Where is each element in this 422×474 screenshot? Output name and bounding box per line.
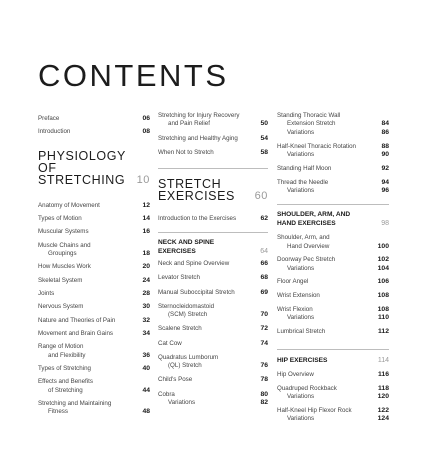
entry-title bbox=[158, 289, 268, 297]
toc-entry bbox=[158, 303, 268, 320]
entry-title-line: Cobra bbox=[158, 390, 175, 398]
toc-entry bbox=[158, 325, 268, 333]
divider bbox=[158, 232, 268, 233]
subsection-heading-line: HIP EXERCISES bbox=[277, 357, 328, 365]
entry-title-line: Wrist Flexion bbox=[277, 305, 313, 313]
toc-entry bbox=[38, 400, 150, 417]
entry-title-line: Variations bbox=[287, 151, 315, 159]
entry-title-line: Fitness bbox=[48, 408, 68, 416]
entry-title-line: Floor Angel bbox=[277, 278, 309, 286]
entry-title bbox=[38, 263, 150, 271]
entry-page-number: 82 bbox=[260, 399, 268, 406]
entry-page-number: 30 bbox=[142, 303, 150, 311]
entry-title-line: and Flexibility bbox=[48, 351, 86, 359]
entry-title-line: Thread the Needle bbox=[277, 178, 329, 186]
entry-title bbox=[38, 115, 150, 123]
entry-page-number: 74 bbox=[260, 339, 268, 347]
entry-page-number: 24 bbox=[142, 276, 150, 284]
toc-entry bbox=[38, 378, 150, 395]
entry-page-number: 118 bbox=[378, 384, 389, 392]
entry-title-line: Half-Kneel Hip Flexor Rock bbox=[277, 407, 352, 414]
entry-page-number: 90 bbox=[381, 151, 389, 159]
entry-page-number: 12 bbox=[142, 201, 150, 209]
entry-page-number: 102 bbox=[377, 256, 389, 264]
entry-title-line: Range of Motion bbox=[38, 343, 84, 351]
subsection-page-number: 64 bbox=[260, 247, 268, 255]
entry-title-line: Scalene Stretch bbox=[158, 325, 202, 333]
entry-page-number: 78 bbox=[260, 376, 268, 384]
toc-entry bbox=[38, 343, 150, 360]
entry-page-number: 20 bbox=[142, 263, 150, 271]
toc-entry bbox=[277, 256, 389, 273]
entry-title bbox=[158, 135, 268, 143]
section-page-number: 60 bbox=[254, 189, 268, 202]
entry-title bbox=[38, 400, 150, 417]
entry-title bbox=[277, 234, 389, 251]
toc-entry bbox=[277, 278, 389, 286]
entry-title-line: Nervous System bbox=[38, 303, 84, 311]
entry-page-number: 06 bbox=[142, 115, 150, 122]
entry-title bbox=[158, 112, 268, 129]
toc-entry bbox=[277, 328, 389, 336]
entry-page-number: 86 bbox=[381, 128, 389, 136]
entry-title-line: Wrist Extension bbox=[277, 292, 320, 299]
entry-title-line: and Pain Relief bbox=[168, 120, 210, 128]
section-heading-line: EXERCISES bbox=[158, 188, 235, 203]
entry-title-line: Nature and Theories of Pain bbox=[38, 316, 116, 324]
entry-title-line: (QL) Stretch bbox=[168, 362, 202, 370]
subsection-heading-line: EXERCISES bbox=[158, 247, 196, 255]
entry-title bbox=[158, 260, 268, 268]
entry-title-line: Hip Overview bbox=[277, 370, 314, 378]
toc-entry bbox=[38, 303, 150, 311]
subsection-heading bbox=[277, 357, 389, 366]
toc-entry bbox=[158, 149, 268, 157]
entry-page-number: 104 bbox=[377, 264, 389, 272]
entry-title-line: Cat Cow bbox=[158, 339, 182, 347]
toc-entry bbox=[38, 317, 150, 325]
entry-title-line: Shoulder, Arm, and bbox=[277, 234, 330, 242]
toc-entry bbox=[277, 112, 389, 137]
entry-title-line: Preface bbox=[38, 115, 60, 122]
entry-title-line: Quadratus Lumborum bbox=[158, 353, 219, 361]
divider bbox=[277, 349, 389, 350]
entry-page-number: 84 bbox=[381, 120, 389, 128]
entry-title bbox=[38, 317, 150, 325]
entry-title-line: Extension Stretch bbox=[287, 120, 336, 128]
section-heading bbox=[38, 150, 150, 186]
entry-title bbox=[38, 330, 150, 338]
entry-title bbox=[38, 277, 150, 285]
entry-page-number: 124 bbox=[377, 415, 389, 423]
entry-title bbox=[38, 128, 150, 136]
toc-entry bbox=[277, 234, 389, 251]
entry-title bbox=[38, 343, 150, 360]
section-page-number: 10 bbox=[136, 173, 150, 186]
entry-title-line: Doorway Pec Stretch bbox=[277, 256, 336, 264]
entry-page-number: 94 bbox=[381, 178, 389, 186]
entry-title bbox=[277, 179, 389, 196]
entry-title-line: Standing Thoracic Wall bbox=[277, 112, 341, 119]
entry-title bbox=[158, 303, 268, 320]
entry-title-line: Sternocleidomastoid bbox=[158, 302, 215, 310]
entry-title bbox=[277, 407, 389, 424]
entry-title bbox=[38, 303, 150, 311]
entry-title-line: Introduction to the Exercises bbox=[158, 214, 237, 222]
entry-title bbox=[38, 215, 150, 223]
toc-entry bbox=[277, 371, 389, 379]
entry-page-number: 62 bbox=[260, 214, 268, 222]
entry-page-number: 70 bbox=[260, 311, 268, 319]
entry-page-number: 18 bbox=[142, 250, 150, 258]
toc-entry bbox=[277, 179, 389, 196]
toc-entry bbox=[158, 376, 268, 384]
entry-title-line: Lumbrical Stretch bbox=[277, 327, 326, 335]
toc-entry bbox=[158, 391, 268, 408]
entry-title bbox=[158, 354, 268, 371]
entry-title bbox=[158, 376, 268, 384]
entry-title-line: Introduction bbox=[38, 127, 71, 135]
toc-entry bbox=[158, 112, 268, 129]
section-heading-line: STRETCH bbox=[158, 176, 222, 191]
toc-entry bbox=[158, 274, 268, 282]
entry-title bbox=[38, 228, 150, 236]
entry-page-number: 66 bbox=[260, 260, 268, 268]
entry-title-line: When Not to Stretch bbox=[158, 149, 214, 157]
entry-title-line: Muscular Systems bbox=[38, 228, 89, 236]
entry-title-line: Types of Motion bbox=[38, 215, 82, 223]
entry-page-number: 50 bbox=[260, 120, 268, 128]
entry-page-number: 116 bbox=[378, 370, 389, 378]
toc-entry bbox=[277, 292, 389, 300]
entry-title-line: Variations bbox=[287, 264, 315, 272]
entry-title-line: Variations bbox=[287, 393, 315, 401]
subsection-heading bbox=[277, 211, 389, 228]
entry-page-number: 120 bbox=[377, 393, 389, 401]
entry-page-number: 68 bbox=[260, 274, 268, 282]
entry-title bbox=[277, 143, 389, 160]
toc-entry bbox=[277, 407, 389, 424]
section-heading-line: STRETCHING bbox=[38, 172, 126, 187]
page-title: CONTENTS bbox=[38, 58, 229, 93]
entry-title bbox=[277, 165, 389, 173]
entry-title-line: Joints bbox=[38, 290, 55, 297]
entry-title bbox=[158, 325, 268, 333]
divider bbox=[158, 168, 268, 169]
entry-title-line: Muscle Chains and bbox=[38, 241, 91, 249]
entry-page-number: 76 bbox=[260, 362, 268, 370]
entry-title-line: How Muscles Work bbox=[38, 263, 91, 271]
toc-entry bbox=[38, 242, 150, 259]
entry-page-number: 48 bbox=[142, 408, 150, 416]
entry-title bbox=[277, 112, 389, 137]
entry-title-line: (SCM) Stretch bbox=[168, 311, 208, 319]
entry-page-number: 108 bbox=[377, 305, 389, 313]
entry-page-number: 112 bbox=[378, 327, 389, 335]
entry-title-line: Variations bbox=[287, 415, 315, 423]
subsection-heading-line: NECK AND SPINE bbox=[158, 239, 215, 246]
entry-title bbox=[158, 391, 268, 408]
entry-title bbox=[38, 290, 150, 298]
entry-page-number: 34 bbox=[142, 329, 150, 337]
subsection-page-number: 98 bbox=[381, 219, 389, 227]
entry-title-line: Stretching for Injury Recovery bbox=[158, 112, 240, 119]
entry-title bbox=[158, 149, 268, 157]
entry-title bbox=[38, 365, 150, 373]
entry-page-number: 88 bbox=[381, 142, 389, 150]
entry-page-number: 08 bbox=[142, 127, 150, 135]
toc-entry bbox=[38, 215, 150, 223]
entry-title bbox=[277, 306, 389, 323]
entry-title-line: Variations bbox=[168, 399, 196, 406]
entry-page-number: 58 bbox=[260, 149, 268, 157]
entry-page-number: 96 bbox=[381, 187, 389, 195]
entry-title-line: Half-Kneel Thoracic Rotation bbox=[277, 142, 356, 150]
section-heading bbox=[158, 178, 268, 202]
entry-title bbox=[277, 292, 389, 300]
toc-entry bbox=[38, 330, 150, 338]
toc-entry bbox=[38, 290, 150, 298]
entry-page-number: 106 bbox=[377, 278, 389, 286]
entry-page-number: 44 bbox=[142, 386, 150, 394]
entry-title bbox=[38, 202, 150, 210]
toc-entry bbox=[277, 306, 389, 323]
entry-page-number: 14 bbox=[142, 215, 150, 223]
entry-title-line: Effects and Benefits bbox=[38, 378, 93, 386]
toc-entry bbox=[158, 215, 268, 223]
entry-page-number: 36 bbox=[142, 351, 150, 359]
entry-page-number: 32 bbox=[142, 316, 150, 324]
entry-title-line: Manual Suboccipital Stretch bbox=[158, 288, 235, 296]
toc-entry bbox=[38, 202, 150, 210]
entry-page-number: 92 bbox=[381, 165, 389, 172]
entry-title bbox=[277, 371, 389, 379]
entry-page-number: 122 bbox=[377, 407, 389, 415]
subsection-heading-line: SHOULDER, ARM, AND bbox=[277, 211, 351, 219]
entry-title-line: Child's Pose bbox=[158, 376, 193, 384]
entry-title-line: Variations bbox=[287, 314, 315, 321]
entry-title-line: Standing Half Moon bbox=[277, 165, 332, 172]
toc-entry bbox=[158, 340, 268, 348]
toc-entry bbox=[38, 277, 150, 285]
toc-entry bbox=[38, 365, 150, 373]
toc-entry bbox=[277, 165, 389, 173]
entry-title-line: Hand Overview bbox=[287, 242, 330, 250]
toc-entry bbox=[158, 289, 268, 297]
entry-title bbox=[277, 328, 389, 336]
entry-title-line: Quadruped Rockback bbox=[277, 384, 337, 392]
entry-page-number: 72 bbox=[260, 325, 268, 333]
entry-title-line: Skeletal System bbox=[38, 276, 83, 284]
section-heading-line: OF bbox=[38, 160, 57, 175]
entry-page-number: 100 bbox=[377, 242, 389, 250]
entry-title bbox=[158, 274, 268, 282]
entry-page-number: 80 bbox=[260, 390, 268, 398]
entry-page-number: 28 bbox=[142, 290, 150, 297]
entry-title-line: Anatomy of Movement bbox=[38, 201, 100, 209]
entry-title-line: Neck and Spine Overview bbox=[158, 260, 230, 268]
entry-title bbox=[277, 256, 389, 273]
entry-page-number: 54 bbox=[260, 134, 268, 142]
entry-title-line: Stretching and Healthy Aging bbox=[158, 134, 238, 142]
subsection-heading-line: HAND EXERCISES bbox=[277, 219, 336, 227]
entry-page-number: 16 bbox=[142, 228, 150, 236]
entry-title bbox=[158, 340, 268, 348]
entry-title bbox=[277, 385, 389, 402]
entry-title bbox=[38, 378, 150, 395]
entry-title-line: of Stretching bbox=[48, 386, 83, 394]
entry-page-number: 110 bbox=[378, 314, 389, 321]
toc-entry bbox=[277, 143, 389, 160]
entry-title-line: Movement and Brain Gains bbox=[38, 329, 113, 337]
entry-title-line: Types of Stretching bbox=[38, 364, 91, 372]
section-heading-line: PHYSIOLOGY bbox=[38, 148, 126, 163]
entry-title-line: Variations bbox=[287, 128, 315, 136]
toc-entry bbox=[158, 260, 268, 268]
entry-title-line: Stretching and Maintaining bbox=[38, 399, 112, 407]
toc-entry bbox=[158, 354, 268, 371]
entry-page-number: 108 bbox=[377, 292, 389, 299]
entry-title-line: Levator Stretch bbox=[158, 274, 200, 282]
entry-page-number: 40 bbox=[142, 364, 150, 372]
entry-title bbox=[277, 278, 389, 286]
toc-entry bbox=[38, 228, 150, 236]
divider bbox=[277, 204, 389, 205]
entry-title-line: Variations bbox=[287, 187, 315, 195]
entry-title bbox=[38, 242, 150, 259]
entry-page-number: 69 bbox=[260, 288, 268, 296]
toc-entry bbox=[277, 385, 389, 402]
toc-entry bbox=[158, 135, 268, 143]
subsection-page-number: 114 bbox=[377, 357, 389, 365]
toc-entry bbox=[38, 128, 150, 136]
subsection-heading bbox=[158, 239, 268, 256]
entry-title bbox=[158, 215, 268, 223]
toc-entry bbox=[38, 263, 150, 271]
toc-entry bbox=[38, 115, 150, 123]
entry-title-line: Groupings bbox=[48, 250, 77, 258]
